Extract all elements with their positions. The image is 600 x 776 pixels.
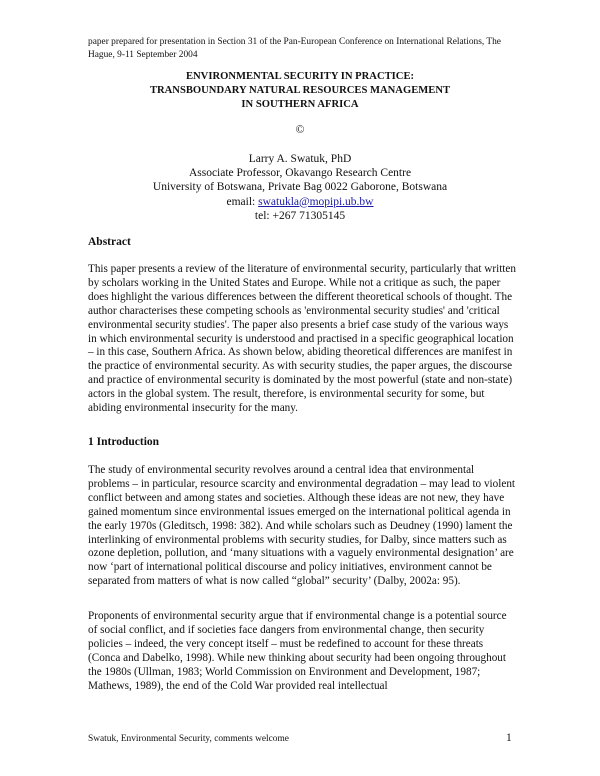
author-email-line	[88, 195, 512, 209]
title-line-3: IN SOUTHERN AFRICA	[241, 99, 359, 110]
page-number: 1	[506, 732, 512, 744]
footer-note: Swatuk, Environmental Security, comments welcome	[88, 734, 289, 744]
email-link[interactable]: swatukla@mopipi.ub.bw	[258, 195, 374, 208]
introduction-heading: 1 Introduction	[88, 436, 160, 448]
author-position: Associate Professor, Okavango Research Centre	[188, 167, 412, 180]
author-block	[88, 152, 512, 223]
paper-title	[88, 70, 512, 112]
author-affiliation: University of Botswana, Private Bag 0022 Gaborone, Botswana	[152, 181, 448, 194]
introduction-paragraph-1: The study of environmental security revolves around a central idea that environmental problems – in particular, resource scarcity and environmental degradation – may lead to violent conflict between and among states and societies. Although these ideas are not new, they have gained momentum since environmental issues emerged on the international political agenda in the early 1970s (Gleditsch, 1998: 382). And while scholars such as Deudney (1990) lament the interlinking of environmental problems with security studies, for Dalby, since matters such as ozone depletion, pollution, and ‘many situations with a vaguely environmental designation’ are now ‘part of international political discourse and policy initiatives, environment cannot be separated from matters of what is now called “global” security’ (Dalby, 2002a: 95).	[88, 464, 516, 588]
introduction-paragraph-2: Proponents of environmental security argue that if environmental change is a potential source of social conflict, and if societies face dangers from environmental change, then security policies – indeed, the very concept itself – must be redefined to account for these threats (Conca and Dabelko, 1998). While new thinking about security had been ongoing throughout the 1980s (Ullman, 1983; World Commission on Environment and Development, 1987; Mathews, 1989), the end of the Cold War provided real intellectual	[88, 610, 507, 692]
email-label: email:	[226, 195, 256, 208]
abstract-paragraph: This paper presents a review of the literature of environmental security, particularly that written by scholars working in the United States and Europe. While not a critique as such, the paper does highlight the various differences between the different theoretical schools of thought. The author characterises these competing schools as 'environmental security studies' and 'critical environmental security studies'. The paper also presents a brief case study of the various ways in which environmental security is understood and practised in a specific geographical location – in this case, Southern Africa. As shown below, abiding theoretical differences are manifest in the practice of environmental security. As with security studies, the paper argues, the discourse and practice of environmental security is dominated by the most powerful (state and non-state) actors in the global system. The result, therefore, is environmental security for some, but abiding environmental insecurity for the many.	[88, 263, 516, 415]
author-telephone: tel: +267 71305145	[254, 209, 346, 222]
author-name: Larry A. Swatuk, PhD	[248, 153, 352, 165]
copyright-symbol: ©	[295, 124, 305, 136]
title-line-2: TRANSBOUNDARY NATURAL RESOURCES MANAGEMENT	[149, 85, 451, 96]
abstract-heading: Abstract	[88, 236, 131, 248]
title-line-1: ENVIRONMENTAL SECURITY IN PRACTICE:	[185, 71, 415, 82]
conference-note: paper prepared for presentation in Section 31 of the Pan-European Conference on International Relations, The Hague, 9-11 September 2004	[88, 37, 501, 60]
